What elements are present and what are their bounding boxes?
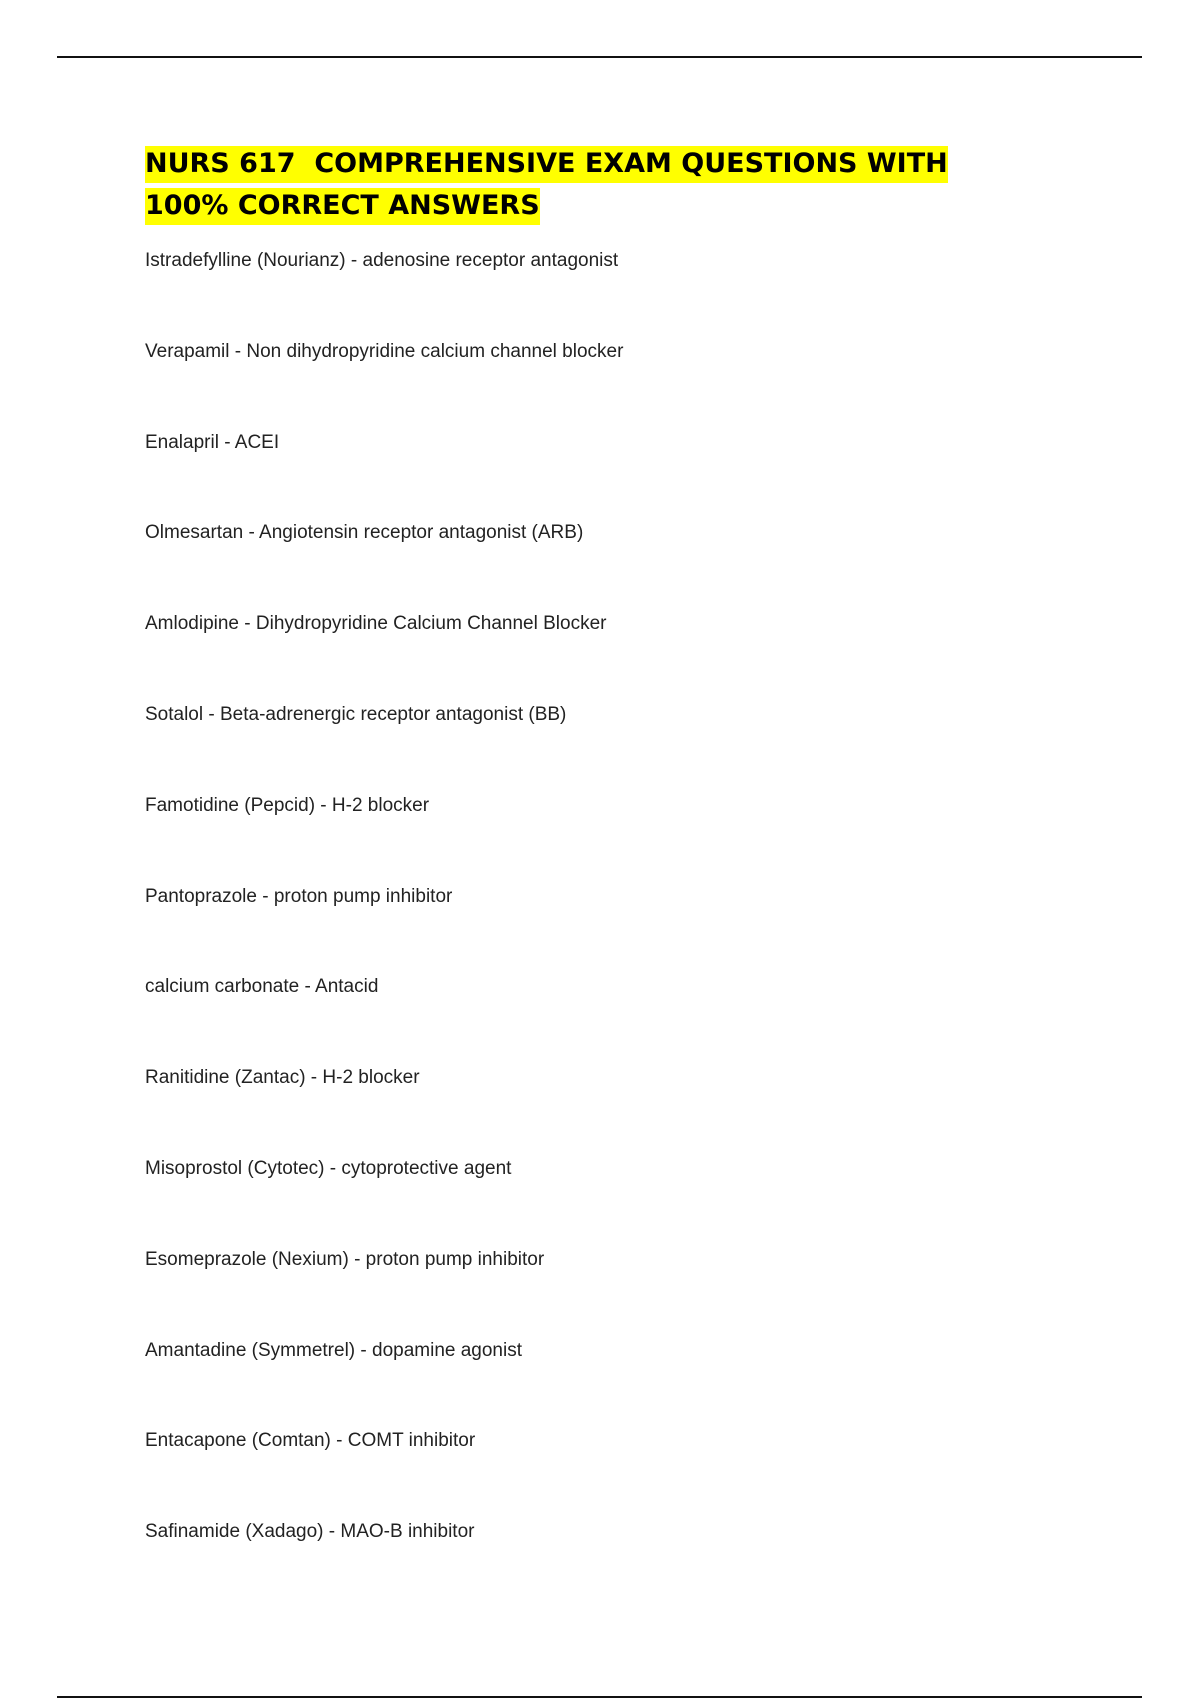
list-item: Amlodipine - Dihydropyridine Calcium Channel Blocker xyxy=(145,613,607,635)
document-title xyxy=(145,143,948,227)
list-item: Misoprostol (Cytotec) - cytoprotective agent xyxy=(145,1157,512,1179)
list-item: Istradefylline (Nourianz) - adenosine receptor antagonist xyxy=(145,250,619,271)
list-item: Famotidine (Pepcid) - H-2 blocker xyxy=(145,794,430,816)
list-item: Sotalol - Beta-adrenergic receptor antagonist (BB) xyxy=(145,703,567,725)
list-item: Pantoprazole - proton pump inhibitor xyxy=(145,885,453,907)
footer-rule xyxy=(57,1696,1142,1698)
list-item: Ranitidine (Zantac) - H-2 blocker xyxy=(145,1067,420,1089)
list-item: calcium carbonate - Antacid xyxy=(145,976,379,998)
list-item: Olmesartan - Angiotensin receptor antagonist (ARB) xyxy=(145,522,584,544)
header-rule xyxy=(57,56,1142,58)
title-line-2: 100% CORRECT ANSWERS xyxy=(145,188,540,225)
qa-list xyxy=(145,246,623,1608)
list-item: Safinamide (Xadago) - MAO-B inhibitor xyxy=(145,1521,475,1543)
list-item: Esomeprazole (Nexium) - proton pump inhibitor xyxy=(145,1248,545,1270)
title-line-1: NURS 617 COMPREHENSIVE EXAM QUESTIONS WITH xyxy=(145,146,948,183)
list-item: Entacapone (Comtan) - COMT inhibitor xyxy=(145,1430,476,1452)
list-item: Enalapril - ACEI xyxy=(145,431,280,453)
list-item: Verapamil - Non dihydropyridine calcium channel blocker xyxy=(145,340,624,362)
list-item: Amantadine (Symmetrel) - dopamine agonist xyxy=(145,1339,523,1361)
